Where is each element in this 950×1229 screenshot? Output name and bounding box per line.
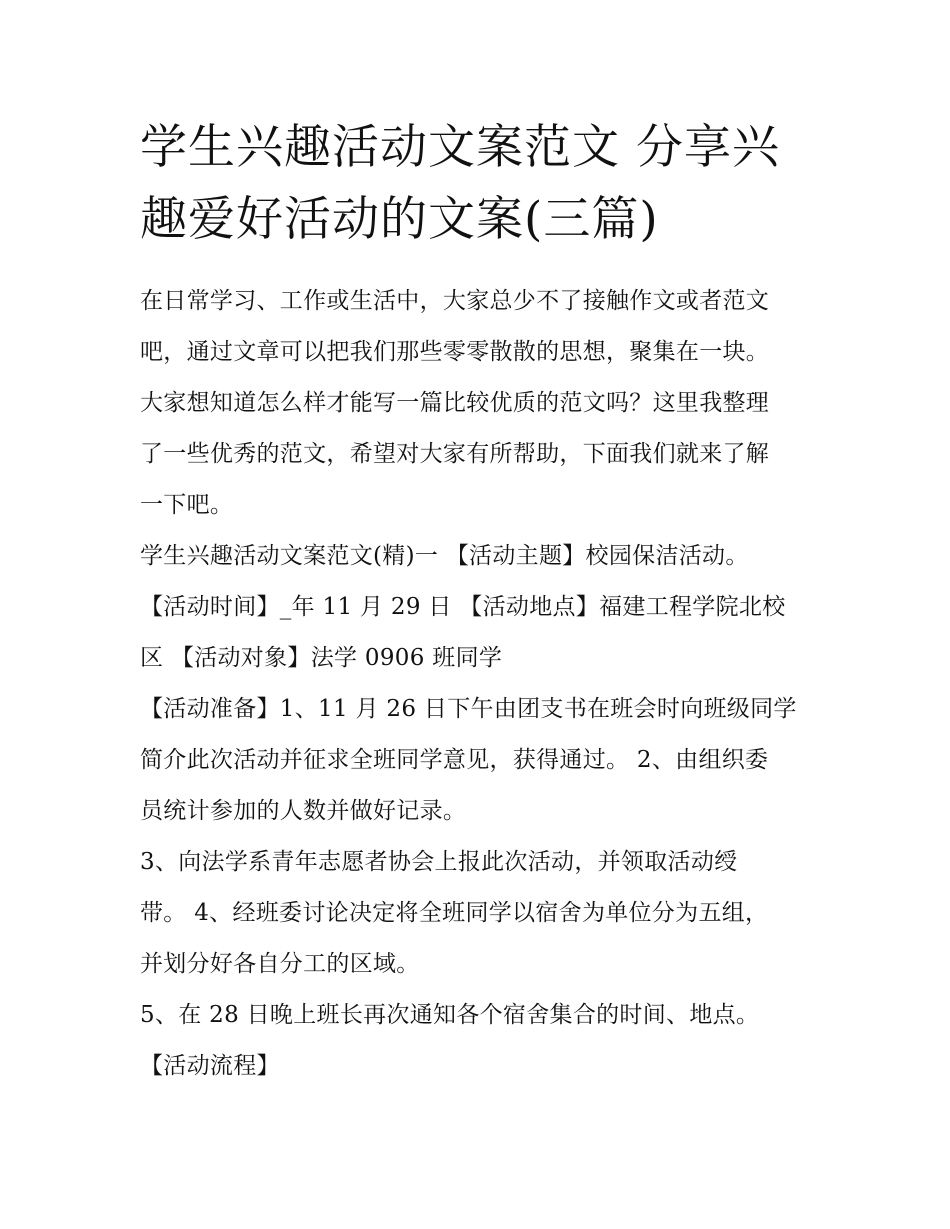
body-line: 在日常学习、工作或生活中，大家总少不了接触作文或者范文: [140, 288, 770, 314]
body-line: 一下吧。: [140, 492, 234, 518]
body-line: 带。 4、经班委讨论决定将全班同学以宿舍为单位分为五组，: [140, 900, 769, 926]
page-title: [140, 112, 820, 256]
body-line: 了一些优秀的范文，希望对大家有所帮助，下面我们就来了解: [140, 441, 770, 467]
body-line: 学生兴趣活动文案范文(精)一 【活动主题】校园保洁活动。: [140, 543, 749, 569]
body-line: 3、向法学系青年志愿者协会上报此次活动，并领取活动绶: [140, 849, 738, 875]
body-line: 【活动流程】: [140, 1053, 280, 1079]
title-line-1: 学生兴趣活动文案范文 分享兴: [140, 120, 780, 175]
body-line: 【活动准备】1、11 月 26 日下午由团支书在班会时向班级同学: [140, 696, 797, 722]
title-line-2: 趣爱好活动的文案(三篇): [140, 192, 659, 247]
body-line: 【活动时间】_年 11 月 29 日 【活动地点】福建工程学院北校: [140, 594, 786, 620]
body-line: 5、在 28 日晚上班长再次通知各个宿舍集合的时间、地点。: [140, 1002, 760, 1028]
body-line: 员统计参加的人数并做好记录。: [140, 798, 467, 824]
body-line: 并划分好各自分工的区域。: [140, 951, 420, 977]
body-line: 区 【活动对象】法学 0906 班同学: [140, 645, 503, 671]
body-line: 简介此次活动并征求全班同学意见，获得通过。 2、由组织委: [140, 747, 769, 773]
body-line: 大家想知道怎么样才能写一篇比较优质的范文吗？这里我整理: [140, 390, 770, 416]
document-body: [140, 276, 830, 1092]
body-line: 吧，通过文章可以把我们那些零零散散的思想，聚集在一块。: [140, 339, 770, 365]
